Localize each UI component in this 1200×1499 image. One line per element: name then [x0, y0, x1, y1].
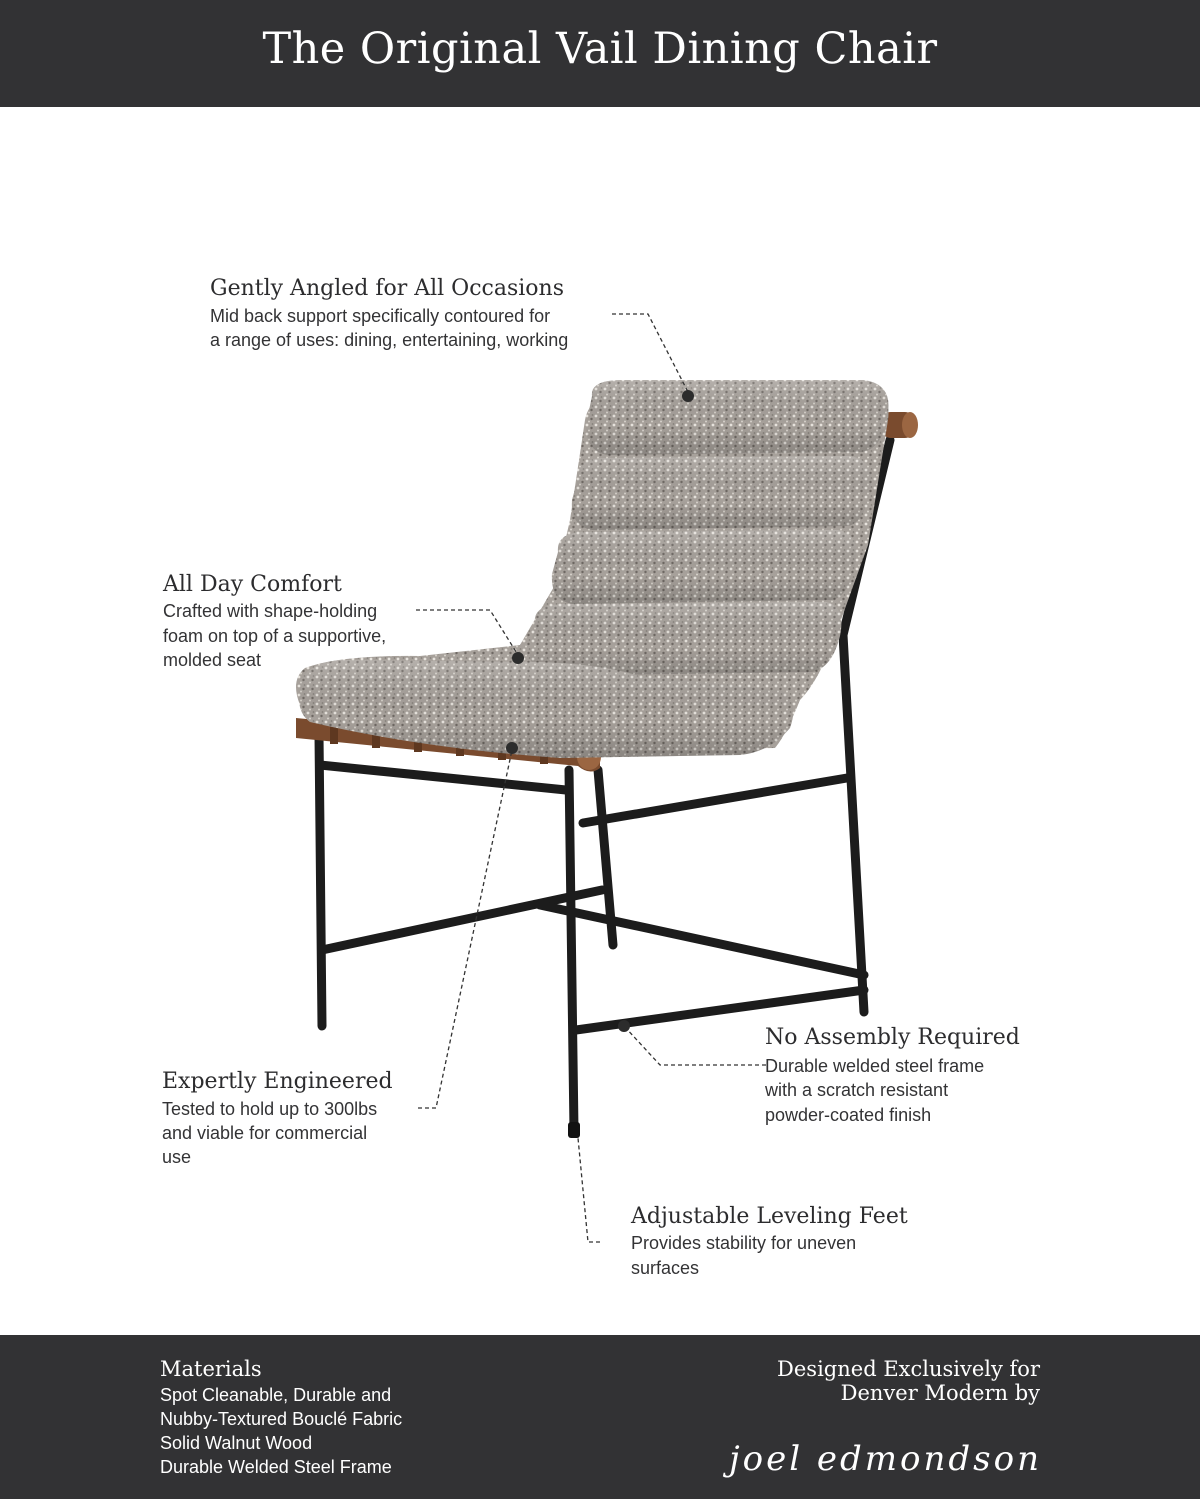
feature-text: Mid back support specifically contoured for	[210, 306, 551, 326]
feature-title: No Assembly Required	[765, 1025, 1020, 1050]
boucle-cushion	[296, 380, 889, 758]
feature-title: Adjustable Leveling Feet	[631, 1204, 908, 1229]
feature-text: foam on top of a supportive,	[163, 626, 387, 646]
designer-signature: joel edmondson	[729, 1439, 1042, 1479]
leveling-foot	[568, 1122, 580, 1138]
feature-text: and viable for commercial	[162, 1123, 368, 1143]
feature-text: a range of uses: dining, entertaining, working	[210, 330, 569, 350]
feature-text: Durable welded steel frame	[765, 1056, 985, 1076]
feature-text: with a scratch resistant	[765, 1080, 949, 1100]
page-title: The Original Vail Dining Chair	[262, 24, 938, 74]
feature-text: use	[162, 1147, 192, 1167]
feature-title: Expertly Engineered	[162, 1069, 393, 1094]
feature-text: molded seat	[163, 650, 262, 670]
feature-text: Provides stability for uneven	[631, 1233, 857, 1253]
feature-text: powder-coated finish	[765, 1105, 932, 1125]
materials-title: Materials	[160, 1357, 262, 1381]
designed-for-line: Denver Modern by	[840, 1381, 1040, 1405]
feature-text: surfaces	[631, 1258, 700, 1278]
materials-item: Solid Walnut Wood	[160, 1433, 313, 1453]
feature-text: Tested to hold up to 300lbs	[162, 1099, 378, 1119]
materials-item: Nubby-Textured Bouclé Fabric	[160, 1409, 403, 1429]
feature-text: Crafted with shape-holding	[163, 601, 378, 621]
materials-item: Durable Welded Steel Frame	[160, 1457, 392, 1477]
feature-title: Gently Angled for All Occasions	[210, 276, 565, 301]
designed-for-line: Designed Exclusively for	[777, 1357, 1040, 1381]
footer-band	[0, 1335, 1200, 1499]
feature-title: All Day Comfort	[163, 572, 342, 597]
materials-item: Spot Cleanable, Durable and	[160, 1385, 392, 1405]
